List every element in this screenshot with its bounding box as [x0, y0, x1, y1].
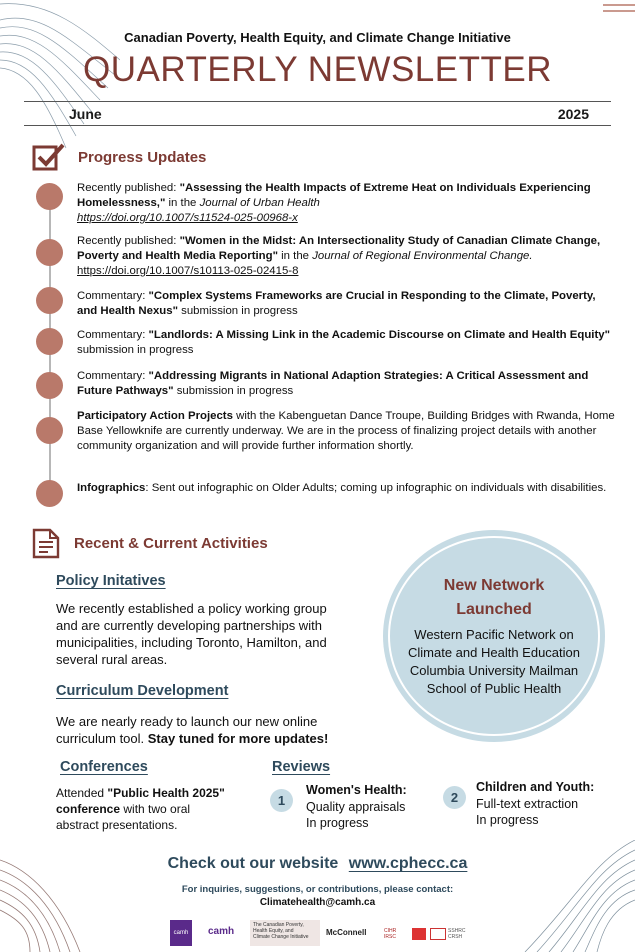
camh-logo: camh	[208, 926, 235, 937]
policy-text: We recently established a policy working group and are currently developing partnerships with municipalities, including Toronto, Hamilton, and several rural areas.	[56, 601, 327, 667]
issue-year: 2025	[557, 106, 589, 122]
network-line: School of Public Health	[426, 681, 562, 696]
curriculum-heading: Curriculum Development	[56, 683, 229, 699]
item-description: : Sent out infographic on Older Adults; coming up infographic on individuals with disabilities.	[145, 482, 607, 494]
progress-updates-heading	[32, 142, 206, 172]
network-line: Columbia University Mailman	[409, 663, 579, 678]
timeline-dot	[36, 328, 63, 355]
logo-text: Climate Change Initiative	[253, 934, 309, 940]
conferences-text	[56, 785, 256, 833]
decorative-lines-top-right	[595, 0, 635, 16]
recent-activities-title: Recent & Current Activities	[74, 534, 268, 552]
conferences-heading: Conferences	[60, 759, 148, 775]
item-title: "Addressing Migrants in National Adaption Strategies: A Critical Assessment and Future Pathways"	[77, 370, 589, 397]
curriculum-callout: Stay tuned for more updates!	[147, 731, 329, 746]
progress-item	[77, 328, 617, 358]
item-description: with the Kabenguetan Dance Troupe, Building Bridges with Rwanda, Home Base Yellowknife are currently underway. We are in the process of finalizing project details with another community organization and will provide further information shortly.	[77, 410, 615, 452]
network-line: Western Pacific Network on	[414, 627, 574, 642]
network-line: Climate and Health Education	[408, 645, 580, 660]
review-task: Full-text extraction	[476, 797, 579, 811]
website-callout	[0, 855, 635, 873]
sshrc-logo: SSHRC CRSH	[448, 928, 466, 940]
review-title: Women's Health:	[306, 783, 407, 797]
item-prefix: Commentary:	[77, 329, 149, 341]
item-status: submission in progress	[77, 344, 194, 356]
item-status: submission in progress	[177, 305, 298, 317]
item-connector: in the	[165, 197, 200, 209]
progress-updates-title: Progress Updates	[78, 148, 207, 166]
timeline-dot	[36, 372, 63, 399]
progress-item	[77, 481, 617, 496]
contact-email[interactable]: Climatehealth@camh.ca	[259, 897, 376, 908]
item-title: "Complex Systems Frameworks are Crucial in Responding to the Climate, Poverty, and Health Nexus"	[77, 290, 596, 317]
new-network-heading-line: New Network	[443, 577, 545, 594]
website-label: Check out our website	[167, 855, 339, 872]
date-bar	[24, 101, 611, 126]
cihr-logo: CIHR IRSC	[384, 928, 397, 940]
item-prefix: Commentary:	[77, 290, 149, 302]
journal-name: Journal of Urban Health	[199, 197, 320, 209]
item-title: Infographics	[77, 482, 146, 494]
timeline-dot	[36, 417, 63, 444]
conference-word: conference	[56, 802, 121, 816]
timeline-dot	[36, 239, 63, 266]
review-number-badge: 2	[443, 786, 466, 809]
website-link[interactable]: www.cphecc.ca	[348, 855, 468, 872]
review-status: In progress	[306, 816, 369, 830]
document-icon	[30, 526, 62, 560]
item-prefix: Commentary:	[77, 370, 149, 382]
item-prefix: Recently published:	[77, 182, 180, 194]
new-network-heading-line: Launched	[456, 601, 532, 618]
reviews-heading: Reviews	[272, 759, 331, 775]
doi-link[interactable]: https://doi.org/10.1007/s11524-025-00968-x	[77, 212, 298, 224]
progress-item	[77, 369, 617, 399]
govt-logo-icon	[430, 928, 446, 940]
doi-link[interactable]: https://doi.org/10.1007/s10113-025-02415-8	[77, 265, 299, 277]
canada-flag-icon	[412, 928, 426, 940]
cphecc-logo	[250, 920, 320, 946]
checkbox-icon	[32, 142, 66, 172]
item-title: "Landlords: A Missing Link in the Academic Discourse on Climate and Health Equity"	[148, 329, 610, 341]
newsletter-title: QUARTERLY NEWSLETTER	[83, 50, 552, 89]
timeline-dot	[36, 287, 63, 314]
progress-item	[77, 289, 617, 319]
conference-detail: abstract presentations.	[56, 818, 178, 832]
curriculum-body: We are nearly ready to launch our new online curriculum tool.	[56, 714, 318, 746]
mcconnell-logo: McConnell	[326, 928, 367, 937]
journal-name: Journal of Regional Environmental Change.	[312, 250, 533, 262]
camh-logo-small: camh	[170, 920, 192, 946]
progress-item	[77, 234, 617, 279]
conference-name: "Public Health 2025"	[107, 786, 225, 800]
issue-month: June	[69, 106, 102, 122]
logo-text: The Canadian Poverty,	[253, 922, 304, 928]
item-connector: in the	[277, 250, 313, 262]
org-name: Canadian Poverty, Health Equity, and Climate Change Initiative	[124, 30, 511, 45]
item-title: "Women in the Midst: An Intersectionality Study of Canadian Climate Change, Poverty and Health Media Reporting"	[77, 235, 601, 262]
item-status: submission in progress	[173, 385, 294, 397]
timeline-dot	[36, 183, 63, 210]
conference-prefix: Attended	[56, 786, 108, 800]
curriculum-text	[56, 713, 366, 747]
policy-heading: Policy Initatives	[56, 573, 166, 589]
recent-activities-heading	[30, 526, 268, 560]
review-title: Children and Youth:	[476, 780, 595, 794]
review-task: Quality appraisals	[306, 800, 406, 814]
item-title: Participatory Action Projects	[77, 410, 233, 422]
conference-detail: with two oral	[120, 802, 191, 816]
review-status: In progress	[476, 813, 539, 827]
progress-item	[77, 409, 617, 454]
timeline-dot	[36, 480, 63, 507]
inquiry-text: For inquiries, suggestions, or contributions, please contact:	[181, 884, 454, 895]
review-number-badge: 1	[270, 789, 293, 812]
item-prefix: Recently published:	[77, 235, 180, 247]
new-network-ring	[388, 536, 600, 736]
logo-text: Health Equity, and	[253, 928, 294, 934]
item-title: "Assessing the Health Impacts of Extreme Heat on Individuals Experiencing Homelessness,"	[77, 182, 591, 209]
progress-item	[77, 181, 617, 226]
